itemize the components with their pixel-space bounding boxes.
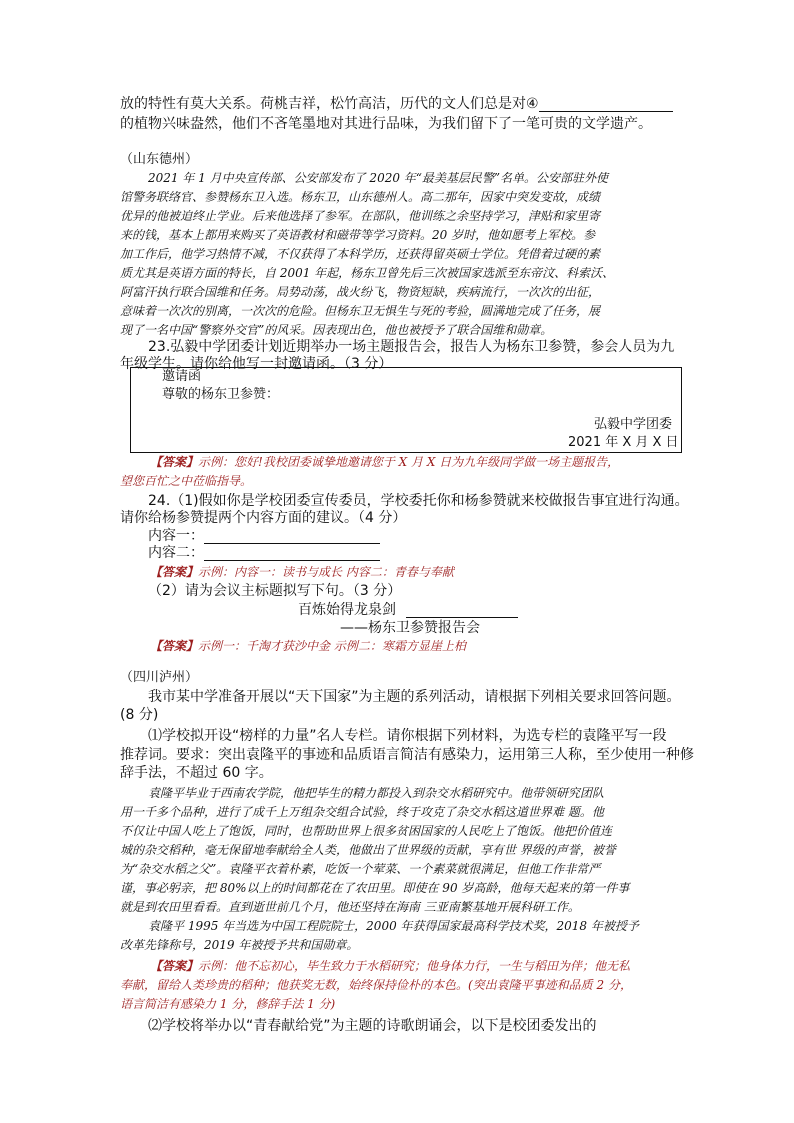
source-luzhou: （四川泸州） bbox=[120, 670, 199, 685]
material-line-8: 袁隆平 1995 年当选为中国工程院院士，2000 年获得国家最高科学技术奖，2018 年被授予 bbox=[148, 919, 639, 933]
answer-23-line-2: 望您百忙之中莅临指导。 bbox=[120, 474, 253, 488]
answer-tag: 【答案】 bbox=[150, 639, 199, 653]
answer-luzhou-line-3: 语言简洁有感染力 1 分，修辞手法 1 分) bbox=[120, 997, 336, 1011]
q24-2-prompt: （2）请为会议主标题拟写下句。（3 分） bbox=[148, 583, 402, 599]
dezhou-passage-line-3: 优异的他被迫终止学业。后来他选择了参军。在部队，他训练之余坚持学习，津贴和家里寄 bbox=[120, 209, 601, 223]
answer-luzhou-line-1 bbox=[150, 958, 630, 974]
invitation-title: 邀请函 bbox=[162, 369, 202, 384]
material-line-1: 袁隆平毕业于西南农学院，他把毕生的精力都投入到杂交水稻研究中。他带领研究团队 bbox=[148, 786, 605, 800]
answer-luzhou-text-1: 示例：他不忘初心，毕生致力于水稻研究；他身体力行，一生与稻田为伴；他无私 bbox=[198, 959, 631, 973]
luzhou-intro-line-2: (8 分) bbox=[120, 707, 159, 723]
intro-line-2: 的植物兴味盎然，他们不吝笔墨地对其进行品味，为我们留下了一笔可贵的文学遗产。 bbox=[120, 116, 652, 132]
q24-line-1: 24.（1)假如你是学校团委宣传委员，学校委托你和杨参赞就来校做报告事宜进行沟通。 bbox=[148, 493, 689, 509]
report-sub-title: ——杨东卫参赞报告会 bbox=[340, 620, 480, 636]
luzhou-q2-line-1: ⑵学校将举办以“青春献给党”为主题的诗歌朗诵会，以下是校团委发出的 bbox=[148, 1018, 597, 1034]
answer-tag: 【答案】 bbox=[150, 455, 199, 469]
main-title-text: 百炼始得龙泉剑 bbox=[298, 602, 396, 618]
material-line-3: 不仅让中国人吃上了饱饭，同时，也帮助世界上很多贫困国家的人民吃上了饱饭。他把价值连 bbox=[120, 824, 613, 838]
dezhou-passage-line-8: 意味着一次次的别离，一次次的危险。但杨东卫无惧生与死的考验，圆满地完成了任务，展 bbox=[120, 304, 601, 318]
answer-24-1-text: 示例：内容一：读书与成长 内容二：青春与奉献 bbox=[198, 565, 454, 579]
answer-tag: 【答案】 bbox=[150, 959, 199, 973]
intro-line-1 bbox=[120, 96, 673, 112]
source-dezhou: （山东德州） bbox=[120, 152, 199, 167]
luzhou-q1-line-1: ⑴学校拟开设“榜样的力量”名人专栏。请你根据下列材料，为选专栏的袁隆平写一段 bbox=[148, 728, 667, 744]
invitation-signature: 弘毅中学团委 bbox=[594, 417, 673, 432]
answer-24-1 bbox=[150, 564, 454, 580]
q23-line-2: 年级学生。请你给他写一封邀请函。（3 分） bbox=[120, 356, 393, 372]
q24-content-1 bbox=[148, 528, 380, 544]
answer-24-2-text: 示例一：千淘才获沙中金 示例二：寒霜方显崖上柏 bbox=[198, 639, 466, 653]
content-1-label: 内容一： bbox=[148, 528, 204, 544]
dezhou-passage-line-9: 现了一名中国“警察外交官”的风采。因表现出色，他也被授予了联合国维和勋章。 bbox=[120, 323, 553, 337]
q24-line-2: 请你给杨参赞提两个内容方面的建议。（4 分） bbox=[120, 510, 407, 526]
material-line-4: 城的杂交稻种，毫无保留地奉献给全人类，他做出了世界级的贡献，享有世 界级的声誉，被誉 bbox=[120, 843, 616, 857]
answer-23-text-1: 示例：您好!我校团委诚挚地邀请您于 X 月 X 日为九年级同学做一场主题报告， bbox=[198, 455, 620, 469]
material-line-6: 谨，事必躬亲，把 80%以上的时间都花在了农田里。即使在 90 岁高龄，他每天起来的第一件事 bbox=[120, 881, 630, 895]
content-2-label: 内容二： bbox=[148, 545, 204, 561]
dezhou-passage-line-4: 来的钱，基本上都用来购买了英语教材和磁带等学习资料。20 岁时，他如愿考上军校。参 bbox=[120, 228, 596, 242]
q23-line-1: 23.弘毅中学团委计划近期举办一场主题报告会，报告人为杨东卫参赞，参会人员为九 bbox=[148, 339, 675, 355]
intro-line-1-text: 放的特性有莫大关系。荷桃吉祥，松竹高洁，历代的文人们总是对④ bbox=[120, 96, 539, 112]
material-line-2: 用一千多个品种，进行了成千上万组杂交组合试验，终于攻克了杂交水稻这道世界难 题。他 bbox=[120, 805, 604, 819]
dezhou-passage-line-2: 馆警务联络官、参赞杨东卫入选。杨东卫，山东德州人。高二那年，因家中突发变故，成绩 bbox=[120, 190, 601, 204]
dezhou-passage-line-1: 2021 年 1 月中央宣传部、公安部发布了 2020 年“最美基层民警”名单。公安部驻外使 bbox=[148, 171, 609, 185]
luzhou-q1-line-2: 推荐词。要求：突出袁隆平的事迹和品质语言简洁有感染力，运用第三人称，至少使用一种修 bbox=[120, 747, 694, 763]
report-main-title bbox=[298, 602, 518, 618]
luzhou-q1-line-3: 辞手法，不超过 60 字。 bbox=[120, 765, 273, 781]
content-1-blank bbox=[204, 529, 380, 544]
material-line-9: 改革先锋称号，2019 年被授予共和国勋章。 bbox=[120, 938, 359, 952]
material-line-7: 就是到农田里看看。直到逝世前几个月，他还坚持在海南 三亚南繁基地开展科研工作。 bbox=[120, 900, 580, 914]
answer-23-line-1 bbox=[150, 454, 619, 470]
answer-24-2 bbox=[150, 638, 466, 654]
material-line-5: 为“杂交水稻之父”。袁隆平衣着朴素，吃饭一个荤菜、一个素菜就很满足，但他工作非常严 bbox=[120, 862, 601, 876]
invitation-salutation: 尊敬的杨东卫参赞： bbox=[162, 387, 280, 402]
dezhou-passage-line-7: 阿富汗执行联合国维和任务。局势动荡，战火纷飞，物资短缺，疾病流行，一次次的出征， bbox=[120, 285, 601, 299]
invitation-date: 2021 年 X 月 X 日 bbox=[568, 435, 679, 450]
luzhou-intro-line-1: 我市某中学准备开展以“天下国家”为主题的系列活动，请根据下列相关要求回答问题。 bbox=[148, 689, 681, 705]
dezhou-passage-line-6: 质尤其是英语方面的特长，自 2001 年起，杨东卫曾先后三次被国家选派至东帝汶、科索沃、 bbox=[120, 266, 615, 280]
dezhou-passage-line-5: 加工作后，他学习热情不减，不仅获得了本科学历，还获得留英硕士学位。凭借着过硬的素 bbox=[120, 247, 601, 261]
answer-luzhou-line-2: 奉献，留给人类珍贵的稻种；他获奖无数，始终保持俭朴的本色。(突出袁隆平事迹和品质 2 分， bbox=[120, 978, 632, 992]
main-title-blank bbox=[406, 603, 518, 618]
q24-content-2 bbox=[148, 545, 380, 561]
answer-blank-4 bbox=[539, 97, 673, 112]
content-2-blank bbox=[204, 546, 380, 561]
answer-tag: 【答案】 bbox=[150, 565, 199, 579]
